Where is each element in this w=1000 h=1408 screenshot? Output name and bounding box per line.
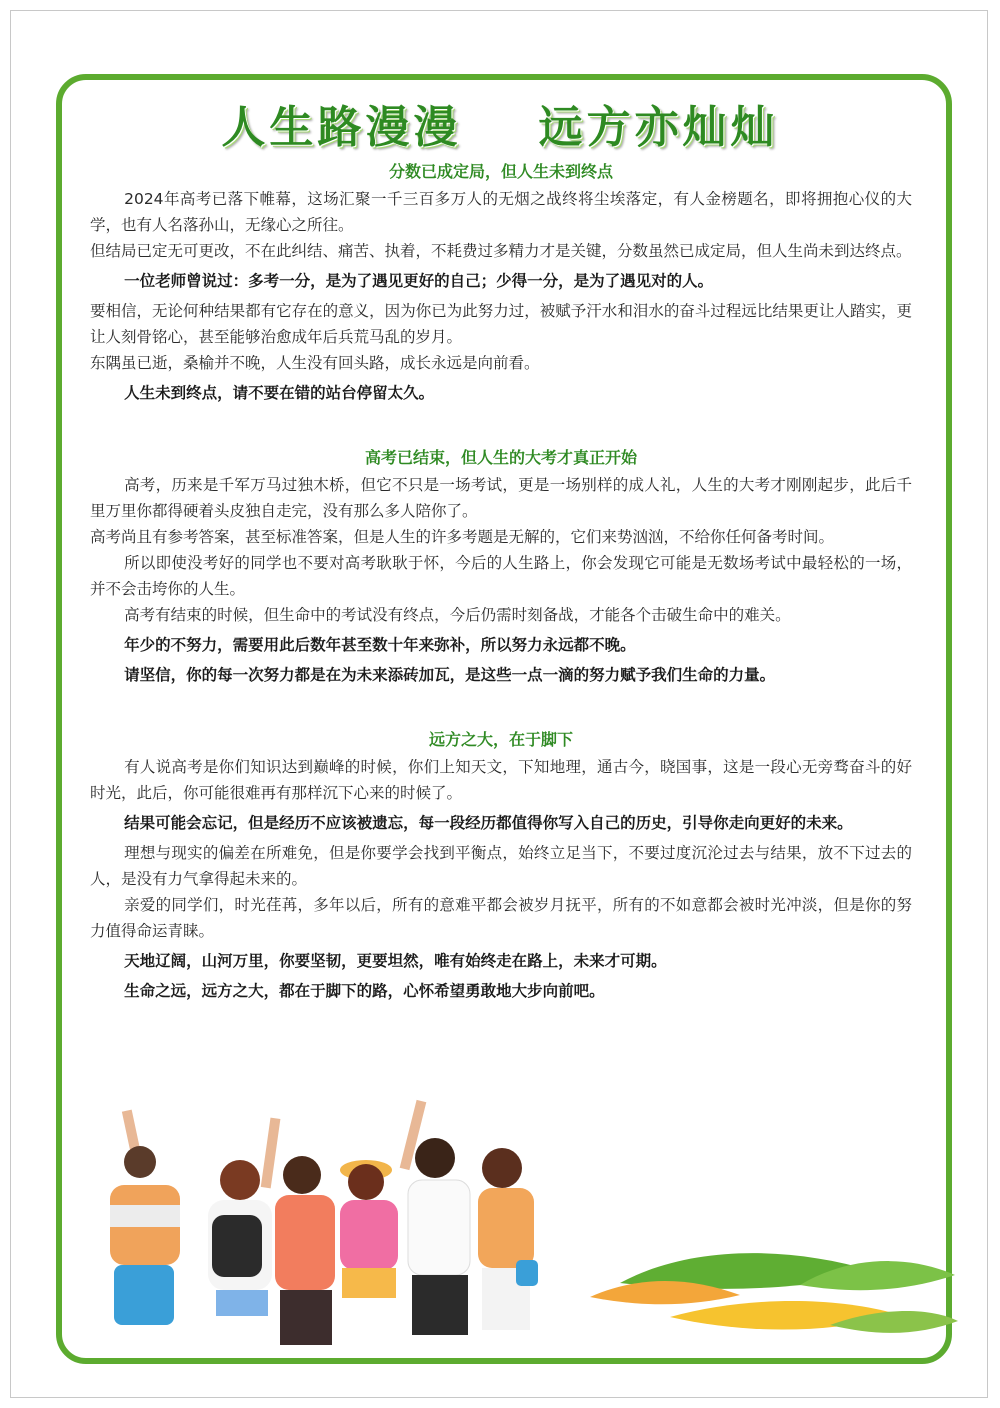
student-figure <box>110 1110 180 1325</box>
bold-quote: 人生未到终点，请不要在错的站台停留太久。 <box>124 384 435 402</box>
page-title: 人生路漫漫 远方亦灿灿 <box>221 102 779 153</box>
student-figure <box>400 1100 470 1335</box>
paragraph: 理想与现实的偏差在所难免，但是你要学会找到平衡点，始终立足当下，不要过度沉沦过去与结果，放不下过去的人，是没有力气拿得起未来的。 <box>90 844 912 888</box>
green-leaf-decoration <box>580 1245 960 1345</box>
student-figure <box>340 1160 398 1298</box>
paragraph: 但结局已定无可更改，不在此纠结、痛苦、执着，不耗费过多精力才是关键，分数虽然已成定局，但人生尚未到达终点。 <box>90 242 912 260</box>
student-figure <box>478 1148 538 1330</box>
paragraph: 有人说高考是你们知识达到巅峰的时候，你们上知天文，下知地理，通古今，晓国事，这是一段心无旁骛奋斗的好时光，此后，你可能很难再有那样沉下心来的时候了。 <box>90 758 912 802</box>
section-2-heading: 高考已结束，但人生的大考才真正开始 <box>364 448 637 467</box>
section-1-heading: 分数已成定局，但人生未到终点 <box>388 162 613 181</box>
article-body <box>90 158 912 1008</box>
section-3-heading: 远方之大，在于脚下 <box>428 730 573 749</box>
students-cheering-illustration <box>90 1090 560 1360</box>
bold-quote: 一位老师曾说过：多考一分，是为了遇见更好的自己；少得一分，是为了遇见对的人。 <box>124 272 714 290</box>
paragraph: 高考，历来是千军万马过独木桥，但它不只是一场考试，更是一场别样的成人礼，人生的大考才刚刚起步，此后千里万里你都得硬着头皮独自走完，没有那么多人陪你了。 <box>90 476 912 520</box>
bold-quote: 天地辽阔，山河万里，你要坚韧，更要坦然，唯有始终走在路上，未来才可期。 <box>124 952 667 970</box>
paragraph: 高考尚且有参考答案，甚至标准答案，但是人生的许多考题是无解的，它们来势汹汹，不给你任何备考时间。 <box>90 528 835 546</box>
section-gap <box>90 692 912 726</box>
section-gap <box>90 410 912 444</box>
paragraph: 东隅虽已逝，桑榆并不晚，人生没有回头路，成长永远是向前看。 <box>90 354 540 372</box>
bold-quote: 请坚信，你的每一次努力都是在为未来添砖加瓦，是这些一点一滴的努力赋予我们生命的力量。 <box>124 666 776 684</box>
bold-quote: 结果可能会忘记，但是经历不应该被遗忘，每一段经历都值得你写入自己的历史，引导你走向更好的未来。 <box>124 814 853 832</box>
bold-quote: 生命之远，远方之大，都在于脚下的路，心怀希望勇敢地大步向前吧。 <box>124 982 605 1000</box>
paragraph: 高考有结束的时候，但生命中的考试没有终点，今后仍需时刻备战，才能各个击破生命中的难关。 <box>124 606 791 624</box>
paragraph: 亲爱的同学们，时光荏苒，多年以后，所有的意难平都会被岁月抚平，所有的不如意都会被时光冲淡，但是你的努力值得命运青睐。 <box>90 896 912 940</box>
bold-quote: 年少的不努力，需要用此后数年甚至数十年来弥补，所以努力永远都不晚。 <box>124 636 636 654</box>
paragraph: 要相信，无论何种结果都有它存在的意义，因为你已为此努力过，被赋予汗水和泪水的奋斗过程远比结果更让人踏实，更让人刻骨铭心，甚至能够治愈成年后兵荒马乱的岁月。 <box>90 302 912 346</box>
paragraph: 2024年高考已落下帷幕，这场汇聚一千三百多万人的无烟之战终将尘埃落定，有人金榜题名，即将拥抱心仪的大学，也有人名落孙山，无缘心之所往。 <box>90 190 912 234</box>
paragraph: 所以即使没考好的同学也不要对高考耿耿于怀，今后的人生路上，你会发现它可能是无数场考试中最轻松的一场，并不会击垮你的人生。 <box>90 554 912 598</box>
